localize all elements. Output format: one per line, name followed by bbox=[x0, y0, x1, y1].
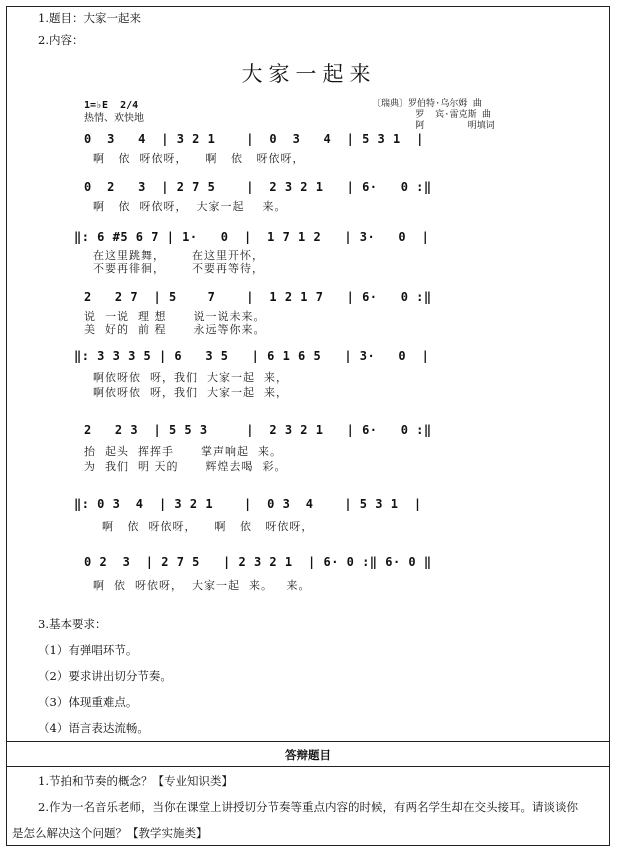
topic-title: 1.题目：大家一起来 bbox=[38, 11, 141, 25]
song-credit-3: 阿 明填词 bbox=[372, 121, 495, 131]
lyric-row-3b: 不要再徘徊， 不要再等待， bbox=[84, 262, 264, 275]
score-row-8: 0 2 3 | 2 7 5 | 2 3 2 1 | 6· 0 :‖ 6· 0 ‖ bbox=[84, 555, 432, 569]
score-row-6: 2 2 3 | 5 5 3 | 2 3 2 1 | 6· 0 :‖ bbox=[84, 423, 432, 437]
lyric-row-4b: 美 好的 前 程 永远等你来。 bbox=[84, 323, 266, 336]
song-credit-2: 罗 宾·雷克斯 曲 bbox=[372, 110, 492, 120]
lyric-row-1: 啊 依 呀依呀， 啊 依 呀依呀， bbox=[84, 152, 305, 165]
lyric-row-6a: 抬 起头 挥挥手 掌声响起 来。 bbox=[84, 445, 282, 458]
content-label: 2.内容： bbox=[38, 33, 84, 47]
requirement-item-4: （4）语言表达流畅。 bbox=[38, 721, 149, 735]
song-key: 1=♭E 2/4 bbox=[84, 100, 139, 111]
defense-question-2-line-2: 是怎么解决这个问题？【教学实施类】 bbox=[12, 826, 208, 840]
score-row-7: ‖: 0 3 4 | 3 2 1 | 0 3 4 | 5 3 1 | bbox=[74, 497, 422, 511]
requirements-heading: 3.基本要求： bbox=[38, 617, 107, 631]
lyric-row-6b: 为 我们 明 天的 辉煌去喝 彩。 bbox=[84, 460, 287, 473]
score-row-5: ‖: 3 3 3 5 | 6 3 5 | 6 1 6 5 | 3· 0 | bbox=[74, 349, 430, 363]
defense-question-1: 1.节拍和节奏的概念？【专业知识类】 bbox=[38, 774, 233, 788]
score-row-4: 2 2 7 | 5 7 | 1 2 1 7 | 6· 0 :‖ bbox=[84, 290, 432, 304]
lyric-row-2: 啊 依 呀依呀， 大家一起 来。 bbox=[84, 200, 287, 213]
lyric-row-3a: 在这里跳舞， 在这里开怀， bbox=[84, 249, 264, 262]
song-mood: 热情、欢快地 bbox=[84, 113, 144, 124]
lyric-row-8: 啊 依 呀依呀， 大家一起 来。 来。 bbox=[84, 579, 311, 592]
song-title: 大家一起来 bbox=[241, 62, 377, 86]
lyric-row-5b: 啊依呀依 呀，我们 大家一起 来， bbox=[84, 386, 288, 399]
lyric-row-4a: 说 一说 理 想 说一说未来。 bbox=[84, 310, 266, 323]
requirement-item-2: （2）要求讲出切分节奏。 bbox=[38, 669, 172, 683]
section-divider-top bbox=[6, 741, 610, 742]
score-row-2: 0 2 3 | 2 7 5 | 2 3 2 1 | 6· 0 :‖ bbox=[84, 180, 432, 194]
defense-question-2-line-1: 2.作为一名音乐老师，当你在课堂上讲授切分节奏等重点内容的时候，有两名学生却在交头接耳。请谈谈你 bbox=[38, 800, 578, 814]
song-credit-1: 〔瑞典〕罗伯特·乌尔姆 曲 bbox=[372, 99, 482, 109]
defense-heading: 答辩题目 bbox=[285, 748, 331, 762]
section-divider-bottom bbox=[6, 766, 610, 767]
score-row-3: ‖: 6 #5 6 7 | 1· 0 | 1 7 1 2 | 3· 0 | bbox=[74, 230, 430, 244]
score-row-1: 0 3 4 | 3 2 1 | 0 3 4 | 5 3 1 | bbox=[84, 132, 424, 146]
lyric-row-7: 啊 依 呀依呀， 啊 依 呀依呀， bbox=[84, 520, 314, 533]
lyric-row-5a: 啊依呀依 呀，我们 大家一起 来， bbox=[84, 371, 288, 384]
requirement-item-3: （3）体现重难点。 bbox=[38, 695, 138, 709]
requirement-item-1: （1）有弹唱环节。 bbox=[38, 643, 138, 657]
